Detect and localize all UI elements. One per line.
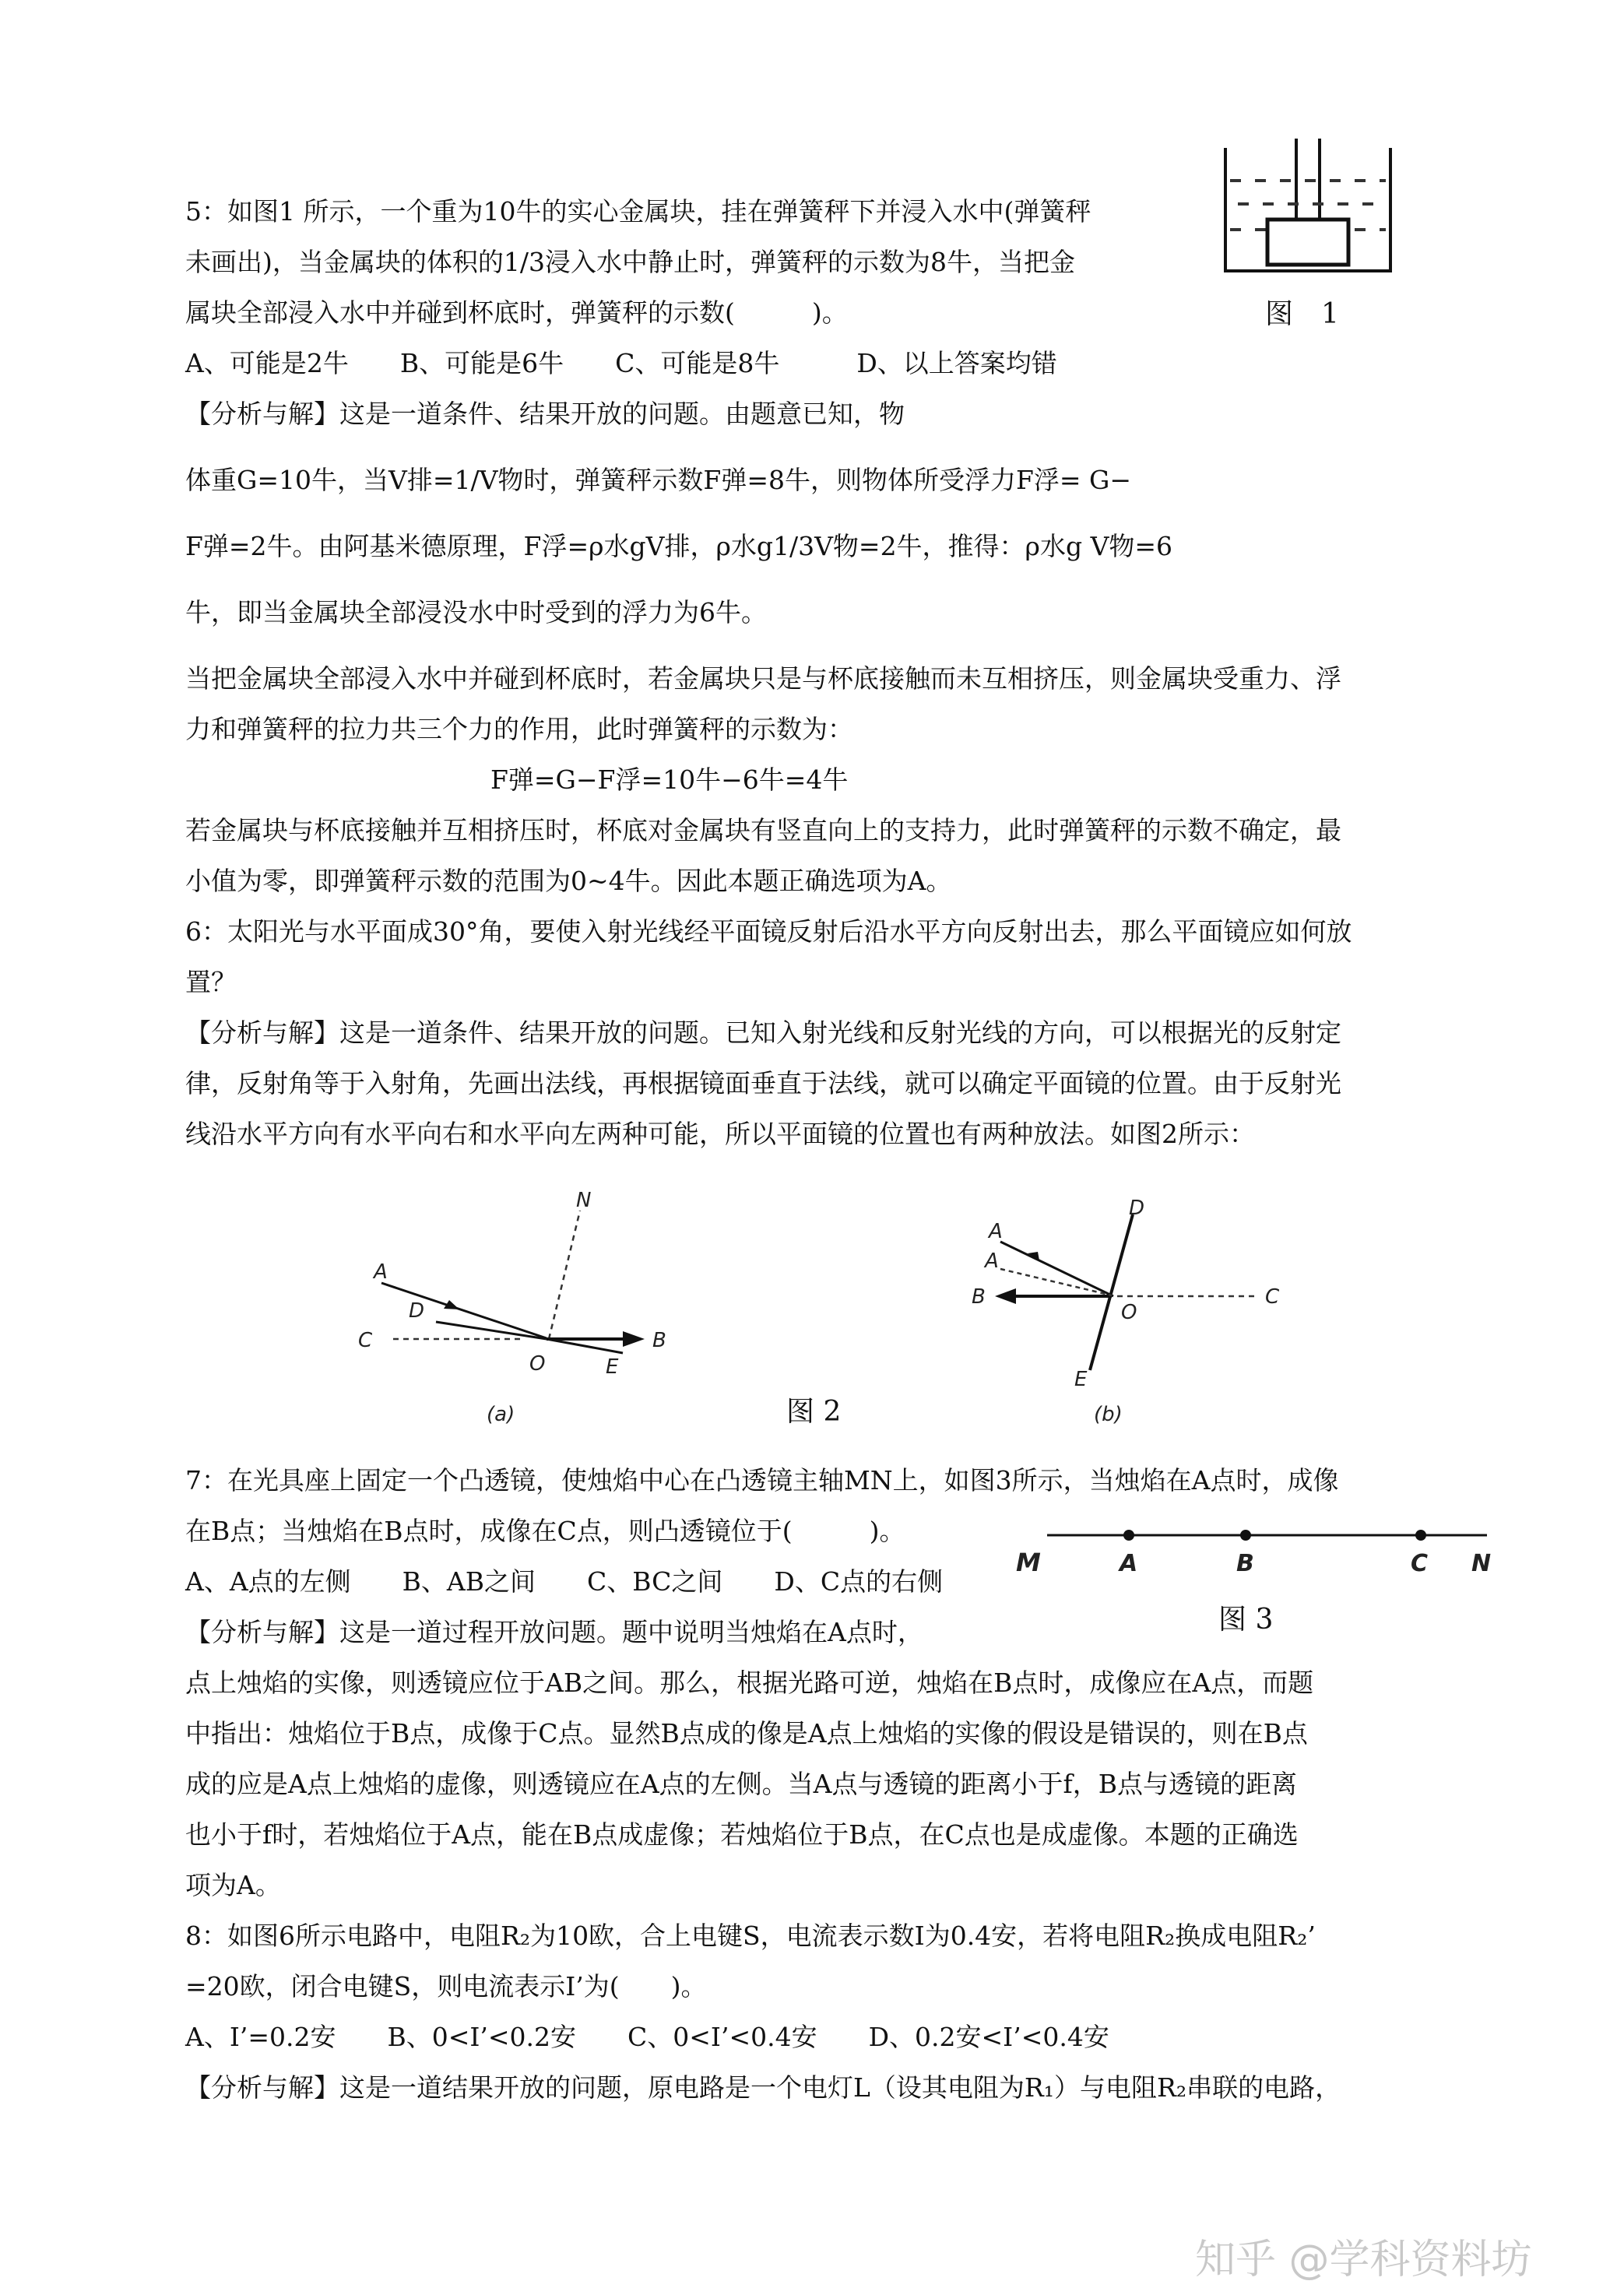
fig2b-label-B: B bbox=[972, 1285, 986, 1309]
q5-analysis-6: 力和弹簧秤的拉力共三个力的作用，此时弹簧秤的示数为： bbox=[185, 714, 853, 744]
q7-options: A、A点的左侧 B、AB之间 C、BC之间 D、C点的右侧 bbox=[185, 1566, 944, 1597]
q5-analysis-2: 体重G=10牛，当V排=1/V物时，弹簧秤示数F弹=8牛，则物体所受浮力F浮= G− bbox=[185, 465, 1132, 495]
fig3-label-C: C bbox=[1411, 1550, 1429, 1577]
fig2b-label-O: O bbox=[1121, 1301, 1137, 1324]
fig2a-label-D: D bbox=[409, 1299, 425, 1323]
fig2a-label-A: A bbox=[374, 1260, 388, 1284]
fig3-label-A: A bbox=[1120, 1550, 1138, 1577]
q5-line3: 属块全部浸入水中并碰到杯底时，弹簧秤的示数( )。 bbox=[185, 297, 848, 328]
q7-line2: 在B点；当烛焰在B点时，成像在C点，则凸透镜位于( )。 bbox=[185, 1516, 905, 1546]
q7-analysis-4: 成的应是A点上烛焰的虚像，则透镜应在A点的左侧。当A点与透镜的距离小于f，B点与透镜的距离 bbox=[185, 1769, 1297, 1799]
fig2b-label-D: D bbox=[1129, 1199, 1145, 1220]
q8-line1: 8：如图6所示电路中，电阻R₂为10欧，合上电键S，电流表示数I为0.4安，若将电阻R₂换成电阻R₂’ bbox=[185, 1921, 1316, 1951]
q7-line1: 7：在光具座上固定一个凸透镜，使烛焰中心在凸透镜主轴MN上，如图3所示，当烛焰在A点时，成像 bbox=[185, 1465, 1339, 1495]
q5-analysis-8: 小值为零，即弹簧秤示数的范围为0~4牛。因此本题正确选项为A。 bbox=[185, 866, 952, 896]
fig2a-label-C: C bbox=[358, 1329, 373, 1352]
fig2b-caption: (b) bbox=[1094, 1403, 1123, 1426]
fig2b-label-C: C bbox=[1265, 1285, 1280, 1309]
figure-3-optical-bench bbox=[1012, 1518, 1510, 1588]
fig2a-caption: (a) bbox=[487, 1403, 515, 1425]
q7-analysis-6: 项为A。 bbox=[185, 1870, 281, 1900]
figure-2a-reflection bbox=[343, 1183, 716, 1425]
q5-analysis-1: 【分析与解】这是一道条件、结果开放的问题。由题意已知，物 bbox=[185, 399, 905, 429]
q8-line2: =20欧，闭合电键S，则电流表示I’为( )。 bbox=[185, 1971, 707, 2002]
fig2a-label-E: E bbox=[606, 1355, 619, 1379]
q6-analysis-1: 【分析与解】这是一道条件、结果开放的问题。已知入射光线和反射光线的方向，可以根据光的反射定 bbox=[185, 1017, 1341, 1048]
figure-2-caption: 图 2 bbox=[786, 1396, 842, 1428]
figure-2b-reflection bbox=[965, 1199, 1292, 1432]
q5-equation: F弹=G−F浮=10牛−6牛=4牛 bbox=[490, 764, 849, 795]
q7-analysis-5: 也小于f时，若烛焰位于A点，能在B点成虚像；若烛焰位于B点，在C点也是成虚像。本题的正确选 bbox=[185, 1819, 1299, 1850]
q5-analysis-5: 当把金属块全部浸入水中并碰到杯底时，若金属块只是与杯底接触而未互相挤压，则金属块受重力、浮 bbox=[185, 663, 1341, 694]
q7-analysis-3: 中指出：烛焰位于B点，成像于C点。显然B点成的像是A点上烛焰的实像的假设是错误的，则在B点 bbox=[185, 1718, 1308, 1748]
fig2a-label-B: B bbox=[652, 1329, 666, 1352]
fig3-label-M: M bbox=[1016, 1548, 1041, 1577]
q8-analysis-1: 【分析与解】这是一道结果开放的问题，原电路是一个电灯L（设其电阻为R₁）与电阻R₂串联的电路， bbox=[185, 2072, 1341, 2103]
watermark: 知乎 @学科资料坊 bbox=[1195, 2237, 1532, 2283]
fig2a-label-O: O bbox=[529, 1352, 546, 1376]
q6-line2: 置？ bbox=[185, 967, 237, 997]
q7-analysis-1: 【分析与解】这是一道过程开放问题。题中说明当烛焰在A点时， bbox=[185, 1617, 923, 1647]
q5-options: A、可能是2牛 B、可能是6牛 C、可能是8牛 D、以上答案均错 bbox=[185, 348, 1057, 378]
figure-1-beaker bbox=[1214, 132, 1409, 288]
figure-3-caption: 图 3 bbox=[1218, 1604, 1274, 1636]
q6-analysis-2: 律，反射角等于入射角，先画出法线，再根据镜面垂直于法线，就可以确定平面镜的位置。由于反射光 bbox=[185, 1068, 1341, 1098]
fig3-label-N: N bbox=[1471, 1550, 1492, 1577]
fig2b-label-A: A bbox=[989, 1220, 1003, 1243]
q5-analysis-7: 若金属块与杯底接触并互相挤压时，杯底对金属块有竖直向上的支持力，此时弹簧秤的示数不确定，最 bbox=[185, 815, 1341, 845]
q6-analysis-3: 线沿水平方向有水平向右和水平向左两种可能，所以平面镜的位置也有两种放法。如图2所示： bbox=[185, 1119, 1255, 1149]
fig3-label-B: B bbox=[1236, 1550, 1254, 1577]
q8-options: A、I’=0.2安 B、0<I’<0.2安 C、0<I’<0.4安 D、0.2安<I’<0.4安 bbox=[185, 2022, 1109, 2052]
q7-analysis-2: 点上烛焰的实像，则透镜应位于AB之间。那么，根据光路可逆，烛焰在B点时，成像应在A点，而题 bbox=[185, 1668, 1314, 1698]
fig2a-label-N: N bbox=[576, 1189, 592, 1212]
q5-line2: 未画出)，当金属块的体积的1/3浸入水中静止时，弹簧秤的示数为8牛，当把金 bbox=[185, 247, 1075, 277]
q5-analysis-4: 牛，即当金属块全部浸没水中时受到的浮力为6牛。 bbox=[185, 597, 767, 627]
fig2b-label-E: E bbox=[1074, 1368, 1088, 1391]
q5-line1: 5：如图1 所示，一个重为10牛的实心金属块，挂在弹簧秤下并浸入水中(弹簧秤 bbox=[185, 196, 1091, 227]
q6-line1: 6：太阳光与水平面成30°角，要使入射光线经平面镜反射后沿水平方向反射出去，那么平面镜应如何放 bbox=[185, 916, 1352, 947]
figure-1-caption: 图 1 bbox=[1265, 298, 1339, 330]
fig2b-label-A2: A bbox=[985, 1249, 999, 1273]
q5-analysis-3: F弹=2牛。由阿基米德原理，F浮=ρ水gV排，ρ水g1/3V物=2牛，推得：ρ水g V物=6 bbox=[185, 531, 1173, 561]
